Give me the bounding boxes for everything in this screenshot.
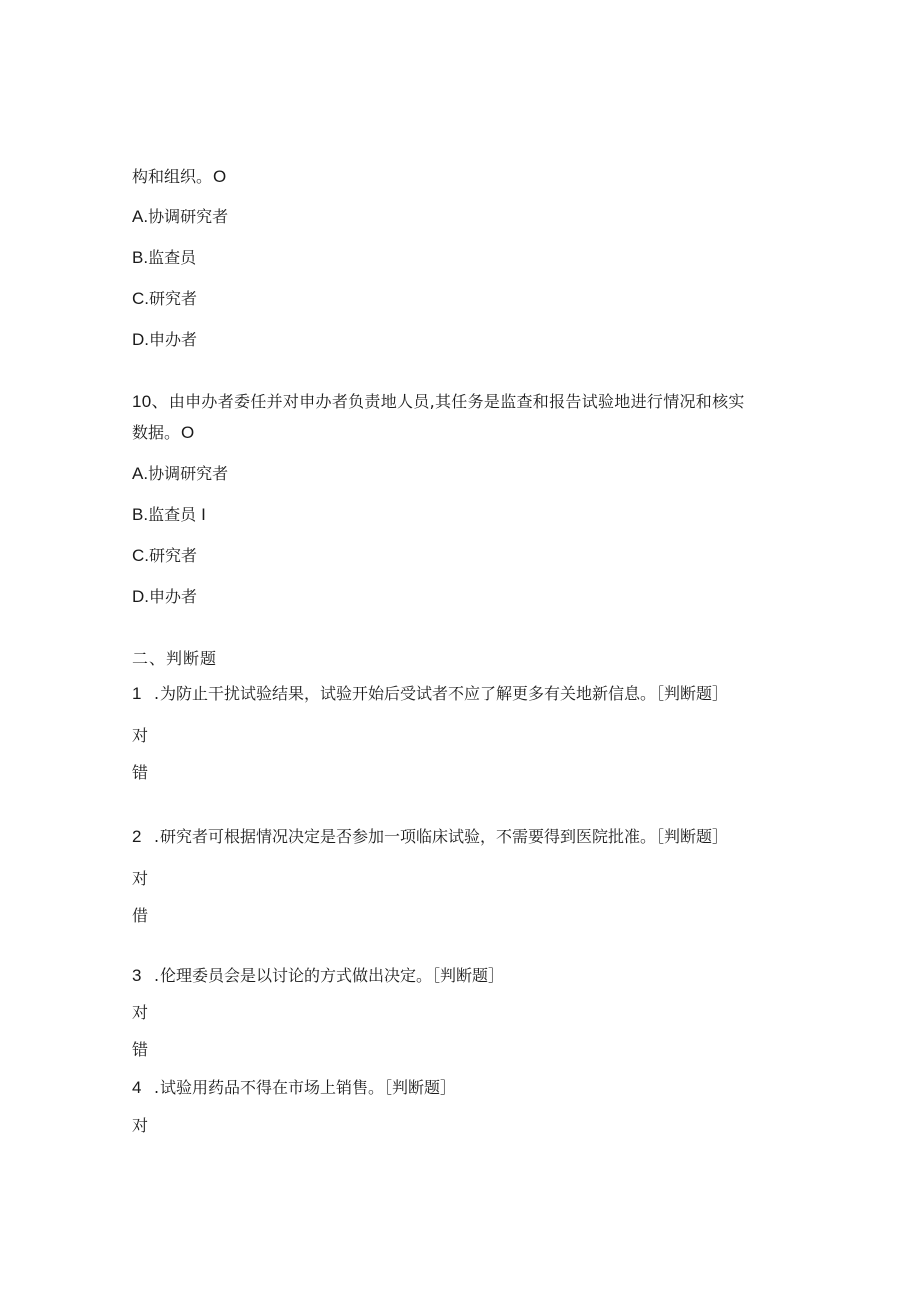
tf-dot: . <box>154 1078 160 1097</box>
tf-type-tag: ［判断题］ <box>656 827 729 846</box>
q9-option-b <box>132 248 196 268</box>
tf-4-option-true: 对 <box>132 1116 149 1135</box>
option-text: 监查员 <box>148 248 197 267</box>
tf-text: 研究者可根据情况决定是否参加一项临床试验，不需要得到医院批准。 <box>160 827 657 846</box>
q9-answer-blank: O <box>213 167 227 186</box>
q10-option-d <box>132 587 197 607</box>
q9-option-c <box>132 289 197 309</box>
q10-option-a <box>132 464 228 484</box>
q10-stem-line2 <box>132 423 194 443</box>
q9-option-a <box>132 207 228 227</box>
option-letter: D. <box>132 587 149 606</box>
tf-3-option-false: 错 <box>132 1040 149 1059</box>
tf-2-option-false: 借 <box>132 906 149 925</box>
option-text: 监查员 I <box>148 505 206 524</box>
q10-answer-blank: O <box>181 423 195 442</box>
tf-type-tag: ［判断题］ <box>432 966 505 985</box>
tf-question-4 <box>132 1078 456 1098</box>
tf-1-option-false: 错 <box>132 763 149 782</box>
q10-option-b <box>132 505 206 525</box>
tf-question-1 <box>132 684 728 704</box>
tf-dot: . <box>154 966 160 985</box>
option-text: 研究者 <box>149 546 198 565</box>
tf-1-option-true: 对 <box>132 726 149 745</box>
option-letter: A. <box>132 207 149 226</box>
option-letter: C. <box>132 546 149 565</box>
option-text: 协调研究者 <box>148 464 229 483</box>
option-letter: A. <box>132 464 149 483</box>
tf-number: 4 <box>132 1078 142 1097</box>
tf-number: 3 <box>132 966 142 985</box>
tf-number: 2 <box>132 827 142 846</box>
tf-dot: . <box>154 827 160 846</box>
tf-3-option-true: 对 <box>132 1003 149 1022</box>
tf-type-tag: ［判断题］ <box>656 684 729 703</box>
q9-stem-text: 构和组织。 <box>132 167 213 186</box>
section-heading: 二、判断题 <box>132 649 218 668</box>
option-text: 研究者 <box>149 289 198 308</box>
tf-2-option-true: 对 <box>132 869 149 888</box>
option-letter: C. <box>132 289 149 308</box>
option-letter: D. <box>132 330 149 349</box>
tf-text: 试验用药品不得在市场上销售。 <box>160 1078 385 1097</box>
option-text: 申办者 <box>149 587 198 606</box>
tf-question-2 <box>132 827 728 847</box>
q9-option-d <box>132 330 197 350</box>
tf-text: 为防止干扰试验结果，试验开始后受试者不应了解更多有关地新信息。 <box>160 684 657 703</box>
option-text: 协调研究者 <box>148 207 229 226</box>
tf-type-tag: ［判断题］ <box>384 1078 457 1097</box>
q9-stem <box>132 167 226 187</box>
q10-option-c <box>132 546 197 566</box>
q10-stem-text-2: 数据。 <box>132 423 181 442</box>
tf-dot: . <box>154 684 160 703</box>
tf-question-3 <box>132 966 504 986</box>
q10-stem-line1 <box>132 392 745 412</box>
tf-text: 伦理委员会是以讨论的方式做出决定。 <box>160 966 433 985</box>
q10-stem-text: 由申办者委任并对申办者负责地人员,其任务是监查和报告试验地进行情况和核实 <box>168 392 745 411</box>
tf-number: 1 <box>132 684 142 703</box>
option-letter: B. <box>132 248 149 267</box>
option-text: 申办者 <box>149 330 198 349</box>
option-letter: B. <box>132 505 149 524</box>
q10-number: 10、 <box>132 392 169 411</box>
